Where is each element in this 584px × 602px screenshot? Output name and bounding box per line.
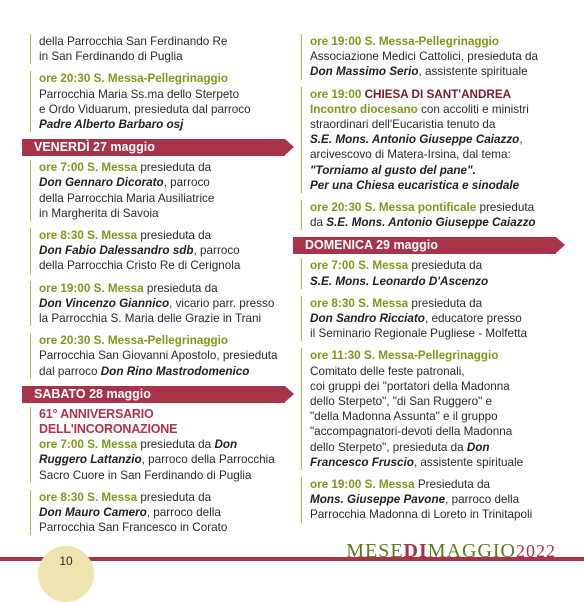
text: , assistente spirituale: [413, 455, 524, 469]
celebrant-name: Don Fabio Dalessandro sdb: [39, 244, 194, 258]
entry-time: ore 20:30 S. Messa pontificale: [310, 201, 477, 215]
entry-time: ore 20:30 S. Messa-Pellegrinaggio: [39, 334, 229, 348]
schedule-entry: [301, 477, 556, 523]
text: con accoliti e ministri: [417, 102, 529, 116]
celebrant-name: S.E. Mons. Antonio Giuseppe Caiazzo: [310, 133, 520, 147]
text-line: in San Ferdinando di Puglia: [39, 50, 183, 64]
day-header: DOMENICA 29 maggio: [293, 237, 556, 254]
celebrant-name: Ruggero Lattanzio: [39, 453, 142, 467]
right-column: [301, 34, 556, 530]
celebrant-name: Don Vincenzo Giannico: [39, 296, 170, 310]
brand-year: 2022: [516, 541, 556, 561]
text: presieduta: [476, 201, 535, 215]
day-header: SABATO 28 maggio: [22, 386, 285, 403]
brand-text: MAGGIO: [427, 540, 516, 562]
church-name: CHIESA DI SANT'ANDREA: [361, 87, 512, 101]
celebrant-name: Padre Alberto Barbaro osj: [39, 118, 184, 132]
entry-time: ore 11:30 S. Messa-Pellegrinaggio: [310, 349, 499, 363]
text: , parroco: [193, 244, 240, 258]
text-line: della Parrocchia San Ferdinando Re: [39, 35, 228, 48]
text: , parroco della: [146, 506, 221, 520]
celebrant-name: Don Mauro Camero: [39, 506, 147, 520]
schedule-entry: [30, 34, 285, 64]
text: , parroco della: [445, 493, 520, 507]
theme-quote: Per una Chiesa eucaristica e sinodale: [310, 178, 520, 192]
celebrant-name: Don Rino Mastrodomenico: [100, 364, 250, 378]
celebrant-name: Mons. Giuseppe Pavone: [310, 493, 446, 507]
text: , parroco della Parrocchia: [141, 453, 275, 467]
text-line: Parrocchia Madonna di Loreto in Trinitapoli: [310, 508, 533, 522]
schedule-entry: [301, 348, 556, 470]
text-line: Associazione Medici Cattolici, presieduta da: [310, 50, 539, 64]
celebrant-name: Francesco Fruscio: [310, 455, 414, 469]
text: presieduta da: [408, 296, 483, 310]
schedule-entry: [30, 228, 285, 274]
text-line: Parrocchia Maria Ss.ma dello Sterpeto: [39, 87, 240, 101]
left-column: [30, 34, 285, 542]
schedule-entry: [301, 258, 556, 288]
text-line: il Seminario Regionale Pugliese - Molfetta: [310, 327, 527, 341]
text-line: della Parrocchia Cristo Re di Cerignola: [39, 259, 241, 273]
text: , assistente spirituale: [418, 65, 528, 79]
day-header: VENERDÌ 27 maggio: [22, 139, 285, 156]
celebrant-name: Don: [466, 440, 490, 454]
text-line: e Ordo Viduarum, presieduta dal parroco: [39, 102, 251, 116]
entry-time: ore 19:00 S. Messa: [310, 478, 415, 492]
schedule-entry: [30, 333, 285, 379]
text: , vicario parr. presso: [169, 296, 275, 310]
text: presieduta da: [143, 281, 218, 295]
text-line: della Parrocchia Maria Ausiliatrice: [39, 191, 215, 205]
celebrant-name: Don: [214, 438, 238, 452]
text: dal parroco: [39, 364, 101, 378]
page-number: 10: [38, 546, 94, 602]
text-line: Sacro Cuore in San Ferdinando di Puglia: [39, 468, 252, 482]
celebrant-name: Don Massimo Serio: [310, 65, 419, 79]
celebrant-name: Don Gennaro Dicorato: [39, 176, 164, 190]
text: presieduta da: [137, 490, 212, 504]
entry-time: ore 8:30 S. Messa: [310, 296, 409, 310]
entry-time: ore 19:00: [310, 87, 362, 101]
brand-logo: [346, 540, 556, 563]
text-line: straordinari dell'Eucaristia tenuto da: [310, 118, 496, 132]
schedule-entry: [30, 160, 285, 221]
text-line: coi gruppi dei "portatori della Madonna: [310, 379, 510, 393]
entry-time: ore 7:00 S. Messa: [39, 438, 138, 452]
celebrant-name: S.E. Mons. Antonio Giuseppe Caiazzo: [326, 216, 536, 230]
celebrant-name: Don Sandro Ricciato: [310, 312, 425, 326]
entry-time: ore 8:30 S. Messa: [39, 490, 138, 504]
celebrant-name: S.E. Mons. Leonardo D'Ascenzo: [310, 274, 489, 288]
schedule-entry: [301, 87, 556, 193]
entry-time: ore 8:30 S. Messa: [39, 229, 138, 243]
text: presieduta da: [137, 161, 212, 175]
text-line: in Margherita di Savoia: [39, 206, 159, 220]
schedule-entry: [301, 34, 556, 80]
text: Presieduta da: [414, 478, 490, 492]
schedule-entry: [30, 281, 285, 327]
text-line: arcivescovo di Matera-Irsina, dal tema:: [310, 148, 511, 162]
schedule-entry: [301, 296, 556, 342]
entry-time: ore 7:00 S. Messa: [39, 161, 138, 175]
text-line: dello Sterpeto", "di San Ruggero" e: [310, 395, 493, 409]
text: da: [310, 216, 327, 230]
text: presieduta da: [408, 259, 483, 273]
text-line: "accompagnatori-devoti della Madonna: [310, 425, 513, 439]
brand-text: DI: [403, 540, 428, 562]
schedule-entry: [30, 490, 285, 536]
text-line: Comitato delle feste patronali,: [310, 364, 465, 378]
text: presieduta da: [137, 229, 212, 243]
text-line: la Parrocchia S. Maria delle Grazie in Trani: [39, 312, 262, 326]
entry-time: ore 20:30 S. Messa-Pellegrinaggio: [39, 72, 229, 86]
text-line: Parrocchia San Francesco in Corato: [39, 521, 228, 535]
entry-time: ore 19:00 S. Messa-Pellegrinaggio: [310, 35, 500, 48]
text: ,: [519, 133, 523, 147]
schedule-entry: [30, 407, 285, 483]
text-line: "della Madonna Assunta" e il gruppo: [310, 410, 498, 424]
event-title: Incontro diocesano: [310, 102, 418, 116]
text: , parroco: [163, 176, 210, 190]
brand-text: MESE: [346, 540, 404, 562]
text-line: Parrocchia San Giovanni Apostolo, presieduta: [39, 349, 278, 363]
theme-quote: "Torniamo al gusto del pane".: [310, 163, 476, 177]
schedule-entry: [301, 200, 556, 230]
entry-time: ore 7:00 S. Messa: [310, 259, 409, 273]
entry-time: ore 19:00 S. Messa: [39, 281, 144, 295]
text: , educatore presso: [424, 312, 522, 326]
text: dello Sterpeto", presieduta da: [310, 440, 467, 454]
schedule-entry: [30, 71, 285, 132]
text: presieduta da: [137, 438, 215, 452]
anniversary-title: 61° ANNIVERSARIO DELL'INCORONAZIONE: [39, 406, 178, 437]
